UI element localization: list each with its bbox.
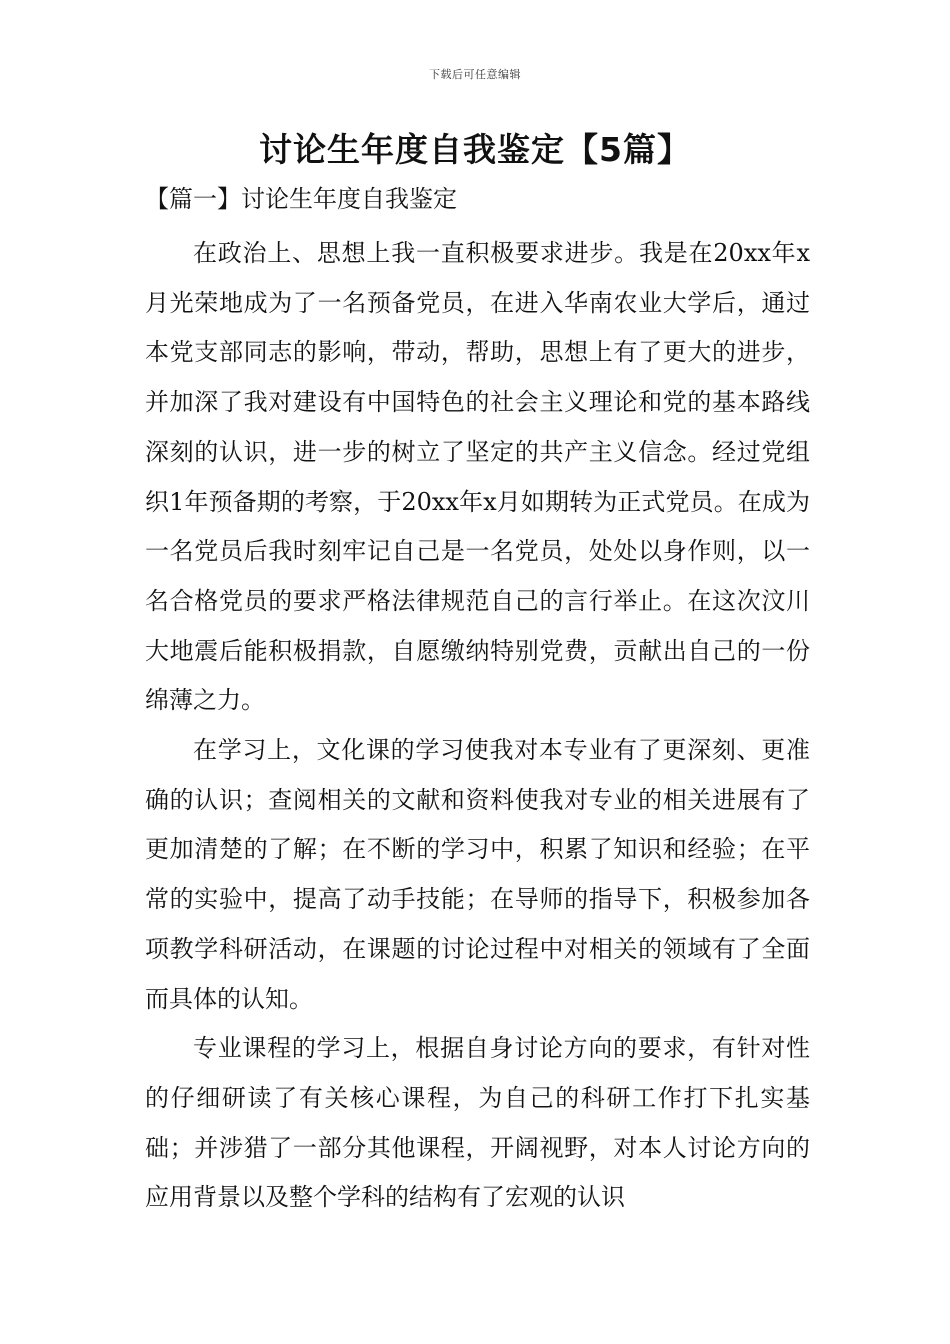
paragraph-courses: 专业课程的学习上，根据自身讨论方向的要求，有针对性的仔细研读了有关核心课程，为自己的科研工作打下扎实基础；并涉猎了一部分其他课程，开阔视野，对本人讨论方向的应用背景以及整个学科的结构有了宏观的认识 bbox=[145, 1034, 810, 1212]
paragraph-politics: 在政治上、思想上我一直积极要求进步。我是在20xx年x月光荣地成为了一名预备党员，在进入华南农业大学后，通过本党支部同志的影响，带动，帮助，思想上有了更大的进步，并加深了我对建设有中国特色的社会主义理论和党的基本路线深刻的认识，进一步的树立了坚定的共产主义信念。经过党组织1年预备期的考察，于20xx年x月如期转为正式党员。在成为一名党员后我时刻牢记自己是一名党员，处处以身作则，以一名合格党员的要求严格法律规范自己的言行举止。在这次汶川大地震后能积极捐款，自愿缴纳特别党费，贡献出自己的一份绵薄之力。 bbox=[145, 239, 810, 715]
page-title: 讨论生年度自我鉴定【5篇】 bbox=[259, 130, 691, 169]
section-heading: 【篇一】讨论生年度自我鉴定 bbox=[145, 185, 457, 213]
body-text bbox=[145, 229, 810, 1223]
paragraph-study: 在学习上，文化课的学习使我对本专业有了更深刻、更准确的认识；查阅相关的文献和资料使我对专业的相关进展有了更加清楚的了解；在不断的学习中，积累了知识和经验；在平常的实验中，提高了动手技能；在导师的指导下，积极参加各项教学科研活动，在课题的讨论过程中对相关的领域有了全面而具体的认知。 bbox=[145, 736, 810, 1013]
header-note: 下载后可任意编辑 bbox=[429, 68, 521, 81]
